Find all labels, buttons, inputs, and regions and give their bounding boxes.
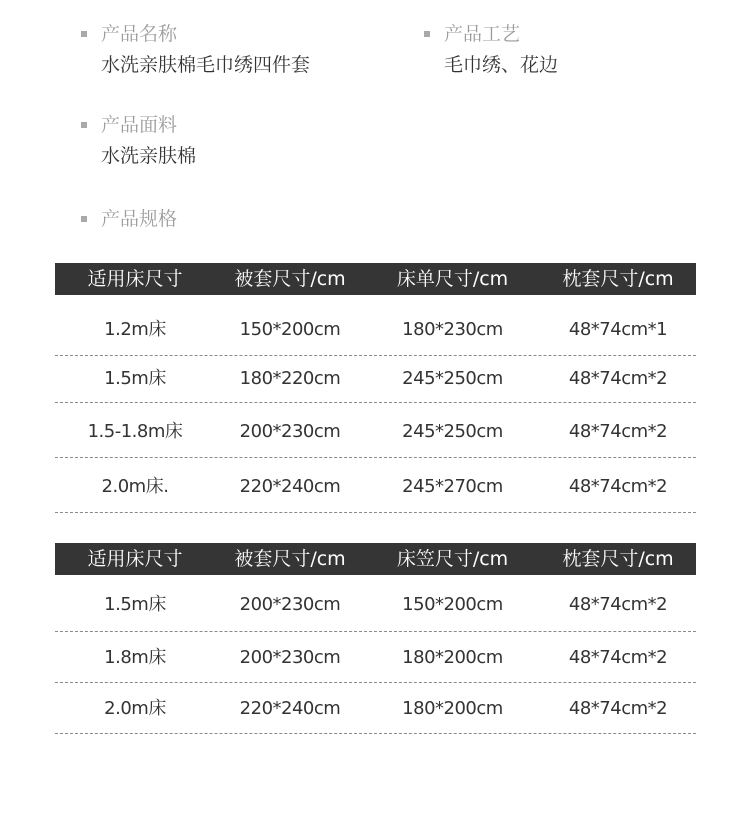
size-table-sheet [55,263,696,513]
product-spec-block [81,207,177,231]
cell-fitted-sheet-size: 150*200cm [402,594,503,615]
cell-pillowcase-size: 48*74cm*2 [568,698,668,719]
bullet-icon [81,122,87,128]
product-craft-value: 毛巾绣、花边 [444,54,559,76]
product-craft-label [424,22,558,46]
table-row [55,356,696,403]
cell-bed-size: 1.5-1.8m床 [87,421,183,442]
product-fabric-label [81,113,196,137]
cell-fitted-sheet-size: 180*200cm [402,647,503,668]
cell-bed-size: 2.0m床. [101,476,169,497]
cell-bed-size: 1.8m床 [104,647,166,668]
header-bed-size: 适用床尺寸 [87,548,183,570]
table-row [55,683,696,734]
cell-pillowcase-size: 48*74cm*2 [568,594,668,615]
table-row [55,458,696,513]
cell-sheet-size: 245*250cm [402,421,503,442]
product-fabric-label-text: 产品面料 [101,114,178,136]
product-spec-label [81,207,177,231]
cell-duvet-size: 200*230cm [239,421,341,442]
cell-pillowcase-size: 48*74cm*1 [568,319,668,340]
table-row [55,575,696,632]
cell-duvet-size: 220*240cm [239,698,341,719]
cell-pillowcase-size: 48*74cm*2 [568,421,668,442]
bullet-icon [81,216,87,222]
product-name-block [81,22,310,77]
table-row [55,295,696,356]
table-header [55,263,696,295]
cell-bed-size: 2.0m床 [104,698,166,719]
header-duvet-size: 被套尺寸/cm [234,548,346,570]
cell-sheet-size: 245*250cm [402,368,503,389]
product-name-label [81,22,310,46]
product-craft-label-text: 产品工艺 [444,23,521,45]
bullet-icon [424,31,430,37]
header-bed-size: 适用床尺寸 [87,268,183,290]
cell-bed-size: 1.5m床 [104,594,166,615]
cell-bed-size: 1.2m床 [104,319,166,340]
cell-pillowcase-size: 48*74cm*2 [568,647,668,668]
product-name-value: 水洗亲肤棉毛巾绣四件套 [101,54,311,76]
header-pillowcase-size: 枕套尺寸/cm [562,268,674,290]
product-name-label-text: 产品名称 [101,23,178,45]
product-craft-block [424,22,558,77]
cell-fitted-sheet-size: 180*200cm [402,698,503,719]
table-row [55,632,696,683]
cell-duvet-size: 180*220cm [239,368,341,389]
header-pillowcase-size: 枕套尺寸/cm [562,548,674,570]
product-fabric-value: 水洗亲肤棉 [101,145,197,167]
header-fitted-sheet-size: 床笠尺寸/cm [396,548,509,570]
bullet-icon [81,31,87,37]
cell-duvet-size: 150*200cm [239,319,341,340]
table-header [55,543,696,575]
cell-sheet-size: 245*270cm [402,476,503,497]
cell-pillowcase-size: 48*74cm*2 [568,476,668,497]
cell-duvet-size: 200*230cm [239,647,341,668]
cell-pillowcase-size: 48*74cm*2 [568,368,668,389]
size-table-fitted-sheet [55,543,696,734]
header-sheet-size: 床单尺寸/cm [396,268,509,290]
cell-duvet-size: 200*230cm [239,594,341,615]
cell-bed-size: 1.5m床 [104,368,166,389]
product-fabric-block [81,113,196,168]
product-spec-label-text: 产品规格 [101,208,178,230]
cell-duvet-size: 220*240cm [239,476,341,497]
cell-sheet-size: 180*230cm [402,319,503,340]
header-duvet-size: 被套尺寸/cm [234,268,346,290]
table-row [55,403,696,458]
